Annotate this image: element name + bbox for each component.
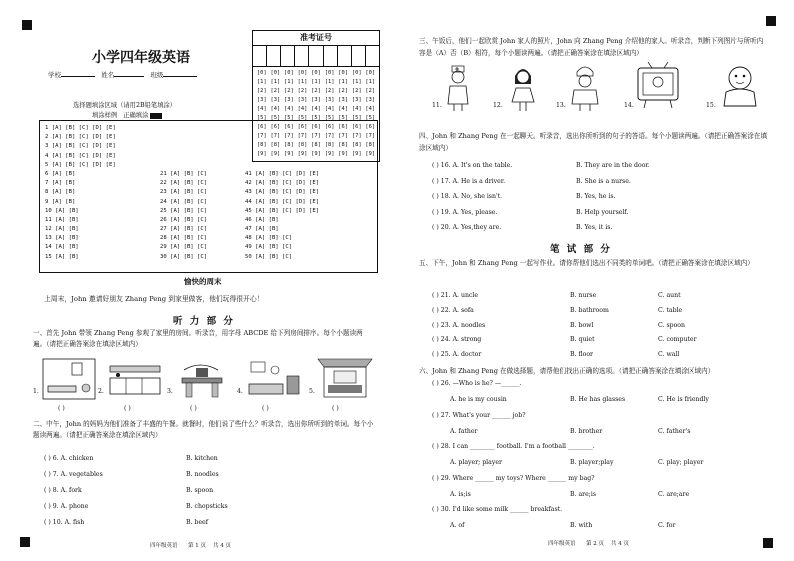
answer-bubble-group[interactable]: 25 [A] [B] [C]	[160, 207, 208, 214]
answer-bubble-group[interactable]: 21 [A] [B] [C]	[160, 170, 208, 177]
exam-digit-bubble[interactable]: [4]	[311, 106, 321, 112]
room-kitchen-icon	[106, 360, 166, 398]
answer-bubble-group[interactable]: 42 [A] [B] [C] [D] [E]	[245, 180, 320, 187]
q5-option-b[interactable]: B. floor	[570, 351, 594, 359]
room-living-icon	[245, 358, 303, 400]
exam-digit-bubble[interactable]: [8]	[297, 142, 308, 148]
q4-option-b[interactable]: B. She is a nurse.	[576, 177, 631, 185]
answer-bubble-group[interactable]: 8 [A] [B]	[45, 189, 76, 196]
exam-digit-bubble[interactable]: [8]	[338, 142, 349, 148]
exam-digit-bubble[interactable]: [9]	[270, 151, 281, 157]
exam-digit-bubble[interactable]: [6]	[297, 124, 308, 130]
exam-digit-bubble[interactable]: [8]	[256, 142, 267, 148]
exam-digit-bubble[interactable]: [3]	[256, 97, 267, 103]
room-answer-5[interactable]: ( )	[332, 405, 339, 412]
exam-digit-bubble[interactable]: [3]	[297, 97, 308, 103]
answer-bubble-group[interactable]: 48 [A] [B] [C]	[245, 235, 293, 242]
q1-text: 一、首先 John 带领 Zhang Peng 参观了家里的房间。听录音，用字母 ABCDE 给下列房间排序。每个小题读两遍。（请把正确答案涂在填涂区域内）	[33, 329, 363, 348]
q6-option-c[interactable]: C. play; player	[658, 459, 704, 466]
corner-mark-tr	[766, 16, 776, 26]
q4-option-b[interactable]: B. They are in the door.	[576, 162, 650, 169]
corner-mark-tl	[22, 20, 32, 30]
exam-digit-bubble[interactable]: [5]	[324, 115, 335, 121]
exam-digit-bubble[interactable]: [3]	[365, 97, 376, 103]
q2-option-a[interactable]: ( ) 10. A. fish	[44, 519, 85, 526]
exam-digit-bubble[interactable]: [9]	[284, 151, 294, 157]
exam-digit-bubble[interactable]: [3]	[311, 97, 321, 103]
answer-bubble-group[interactable]: 45 [A] [B] [C] [D] [E]	[245, 207, 320, 214]
q6-question: ( ) 27. What's your ______ job?	[432, 411, 526, 419]
answer-bubble-group[interactable]: 28 [A] [B] [C]	[160, 235, 208, 242]
corner-mark-bl	[20, 537, 30, 547]
exam-digit-bubble[interactable]: [9]	[311, 151, 321, 157]
exam-digit-bubble[interactable]: [2]	[338, 88, 349, 94]
school-field[interactable]	[61, 76, 95, 77]
exam-digit-bubble[interactable]: [6]	[270, 124, 281, 130]
q6-question: ( ) 29. Where ______ my toys? Where ______ my bag?	[432, 474, 595, 482]
exam-digit-bubble[interactable]: [4]	[338, 106, 349, 112]
answer-bubble-group[interactable]: 29 [A] [B] [C]	[160, 244, 208, 251]
exam-digit-bubble[interactable]: [4]	[351, 106, 362, 112]
q6-text: 六、John 和 Zhang Peng 在做选择题，请帮他们找出正确的选项。（请把正确答案涂在填涂区域内）	[419, 367, 715, 375]
q6-option-b[interactable]: B. He has glasses	[570, 396, 626, 403]
left-footer: 四年级英语 第 1 页 共 4 页	[150, 543, 231, 549]
exam-digit-bubble[interactable]: [0]	[311, 70, 321, 76]
answer-bubble-group[interactable]: 26 [A] [B] [C]	[160, 216, 208, 223]
exam-digit-bubble[interactable]: [3]	[284, 97, 294, 103]
exam-digit-bubble[interactable]: [5]	[351, 115, 362, 121]
q6-option-a[interactable]: A. of	[450, 522, 465, 529]
q5-option-b[interactable]: B. quiet	[570, 336, 595, 344]
exam-digit-bubble[interactable]: [9]	[324, 151, 335, 157]
q2-option-b[interactable]: B. noodles	[186, 471, 219, 478]
exam-digit-bubble[interactable]: [1]	[324, 79, 335, 85]
exam-digit-bubble[interactable]: [5]	[270, 115, 281, 121]
school-label: 学校	[48, 71, 61, 79]
answer-bubble-group[interactable]: 3 [A] [B] [C] [D] [E]	[45, 143, 116, 150]
exam-digit-bubble[interactable]: [9]	[351, 151, 362, 157]
class-label: 班级	[150, 71, 164, 79]
q6-option-a[interactable]: A. father	[450, 427, 478, 435]
room-answer-3[interactable]: ( )	[190, 405, 197, 412]
exam-digit-bubble[interactable]: [6]	[351, 124, 362, 130]
answer-bubble-group[interactable]: 47 [A] [B]	[245, 226, 279, 233]
room-answer-2[interactable]: ( )	[124, 405, 131, 412]
exam-digit-bubble[interactable]: [1]	[338, 79, 349, 85]
sample-filled-box	[150, 113, 162, 119]
exam-digit-bubble[interactable]: [5]	[297, 115, 308, 121]
q6-option-a[interactable]: A. player; player	[450, 459, 502, 466]
exam-digit-bubble[interactable]: [0]	[351, 70, 362, 76]
written-header: 笔 试 部 分	[550, 244, 612, 255]
q6-option-c[interactable]: C. father's	[658, 427, 691, 435]
room-study-icon	[174, 360, 228, 400]
exam-digit-bubble[interactable]: [6]	[338, 124, 349, 130]
q2-option-b[interactable]: B. spoon	[186, 487, 214, 494]
exam-digit-bubble[interactable]: [6]	[365, 124, 376, 130]
answer-bubble-group[interactable]: 12 [A] [B]	[45, 226, 79, 233]
answer-bubble-group[interactable]: 44 [A] [B] [C] [D] [E]	[245, 198, 320, 205]
exam-digit-bubble[interactable]: [5]	[311, 115, 321, 121]
q4-option-a[interactable]: ( ) 18. A. No, she isn't.	[432, 193, 503, 200]
answer-bubble-group[interactable]: 2 [A] [B] [C] [D] [E]	[45, 134, 116, 141]
answer-bubble-group[interactable]: 15 [A] [B]	[45, 253, 79, 260]
q2-option-a[interactable]: ( ) 6. A. chicken	[44, 455, 94, 462]
room-answer-1[interactable]: ( )	[58, 405, 65, 412]
page-title: 小学四年级英语	[92, 50, 190, 66]
exam-digit-bubble[interactable]: [0]	[324, 70, 335, 76]
exam-digit-bubble[interactable]: [2]	[324, 88, 335, 94]
room-bathroom-icon	[42, 358, 96, 400]
q6-option-c[interactable]: C. are;are	[658, 490, 690, 498]
q4-option-a[interactable]: ( ) 17. A. He is a driver.	[432, 177, 506, 185]
exam-digit-bubble[interactable]: [7]	[365, 133, 376, 139]
exam-digit-bubble[interactable]: [2]	[311, 88, 321, 94]
q6-option-c[interactable]: C. He is friendly	[658, 396, 709, 403]
answer-bubble-group[interactable]: 13 [A] [B]	[45, 235, 79, 242]
answer-bubble-group[interactable]: 9 [A] [B]	[45, 198, 76, 205]
exam-digit-bubble[interactable]: [7]	[351, 133, 362, 139]
exam-digit-bubble[interactable]: [7]	[324, 133, 335, 139]
room-bedroom-icon	[316, 355, 374, 401]
exam-digit-bubble[interactable]: [9]	[338, 151, 349, 157]
exam-digit-bubble[interactable]: [7]	[270, 133, 281, 139]
q5-option-a[interactable]: ( ) 24. A. strong	[432, 336, 482, 344]
exam-digit-bubble[interactable]: [0]	[297, 70, 308, 76]
q2-option-b[interactable]: B. chopsticks	[186, 503, 228, 510]
exam-digit-bubble[interactable]: [4]	[284, 106, 294, 112]
answer-bubble-group[interactable]: 6 [A] [B]	[45, 170, 76, 177]
right-footer: 四年级英语 第 2 页 共 4 页	[548, 541, 629, 547]
answer-bubble-group[interactable]: 43 [A] [B] [C] [D] [E]	[245, 189, 320, 196]
answer-bubble-group[interactable]: 4 [A] [B] [C] [D] [E]	[45, 152, 116, 159]
listening-header: 听 力 部 分	[173, 316, 235, 327]
exam-digit-bubble[interactable]: [1]	[311, 79, 321, 85]
q5-option-b[interactable]: B. bathroom	[570, 306, 609, 314]
room-answer-4[interactable]: ( )	[262, 405, 269, 412]
exam-number-header: 准考证号	[253, 31, 379, 46]
q5-option-b[interactable]: B. nurse	[570, 292, 597, 299]
q5-option-c[interactable]: C. computer	[658, 336, 697, 344]
exam-digit-bubble[interactable]: [4]	[256, 106, 267, 112]
q6-option-a[interactable]: A. he is my cousin	[450, 396, 507, 403]
fill-instruction: 选择题填涂区域（请用2B铅笔填涂）	[73, 102, 177, 109]
q5-option-c[interactable]: C. table	[658, 306, 683, 314]
q6-question: ( ) 26. —Who is he? —______.	[432, 380, 522, 387]
exam-digit-bubble[interactable]: [8]	[284, 142, 294, 148]
exam-digit-bubble[interactable]: [1]	[284, 79, 294, 85]
exam-digit-bubble[interactable]: [2]	[351, 88, 362, 94]
fill-sample: 填涂样例 正确填涂	[92, 112, 162, 120]
q4-option-b[interactable]: B. Yes, he is.	[576, 193, 616, 200]
answer-bubble-group[interactable]: 27 [A] [B] [C]	[160, 226, 208, 233]
q6-option-b[interactable]: B. with	[570, 522, 593, 529]
exam-digit-bubble[interactable]: [1]	[365, 79, 376, 85]
intro-text: 上周末，John 邀请好朋友 Zhang Peng 到家里做客，他们玩得很开心！	[44, 295, 264, 303]
exam-digit-bubble[interactable]: [8]	[270, 142, 281, 148]
exam-digit-bubble[interactable]: [2]	[284, 88, 294, 94]
answer-grid	[39, 120, 378, 273]
answer-bubble-group[interactable]: 14 [A] [B]	[45, 244, 79, 251]
baby-icon	[718, 62, 762, 110]
exam-digit-bubble[interactable]: [5]	[284, 115, 294, 121]
exam-digit-bubble[interactable]: [5]	[338, 115, 349, 121]
exam-digit-bubble[interactable]: [6]	[284, 124, 294, 130]
exam-digit-bubble[interactable]: [4]	[324, 106, 335, 112]
exam-digit-bubble[interactable]: [6]	[311, 124, 321, 130]
q2-option-b[interactable]: B. beef	[186, 519, 209, 526]
exam-digit-bubble[interactable]: [7]	[256, 133, 267, 139]
q6-option-b[interactable]: B. brother	[570, 427, 603, 435]
exam-digit-bubble[interactable]: [8]	[365, 142, 376, 148]
q2-text: 二、中午，John 的妈妈为他们准备了丰盛的午餐。就餐时，他们说了些什么？听录音，选出你所听到的单词。每个小题读两遍。（请把正确答案涂在填涂区域内）	[33, 420, 374, 439]
answer-bubble-group[interactable]: 1 [A] [B] [C] [D] [E]	[45, 125, 116, 131]
q5-option-a[interactable]: ( ) 22. A. sofa	[432, 306, 474, 314]
q3-text: 三、午饭后，他们一起欣赏 John 家人的照片，John 向 Zhang Peng 介绍他的家人。听录音，判断下列图片与所听内容是（A）否（B）相符，每个小题读两遍。（请把正确答案涂在填涂区域内）	[419, 37, 764, 57]
q6-option-b[interactable]: B. player;play	[570, 459, 614, 466]
exam-digit-bubble[interactable]: [0]	[365, 70, 376, 76]
q5-option-a[interactable]: ( ) 23. A. noodles	[432, 321, 486, 329]
exam-digit-bubble[interactable]: [1]	[351, 79, 362, 85]
answer-bubble-group[interactable]: 30 [A] [B] [C]	[160, 253, 208, 260]
q4-option-a[interactable]: ( ) 20. A. Yes,they are.	[432, 224, 502, 231]
q6-option-a[interactable]: A. is;is	[450, 490, 471, 498]
student-info	[48, 71, 197, 79]
exam-digit-bubble[interactable]: [6]	[256, 124, 267, 130]
q2-option-a[interactable]: ( ) 7. A. vegetables	[44, 471, 103, 478]
exam-digit-bubble[interactable]: [9]	[365, 151, 376, 157]
q2-option-b[interactable]: B. kitchen	[186, 455, 218, 462]
q6-question: ( ) 30. I'd like some milk ______ breakfast.	[432, 506, 563, 513]
exam-digit-bubble[interactable]: [5]	[365, 115, 376, 121]
class-field[interactable]	[163, 76, 197, 77]
answer-bubble-group[interactable]: 41 [A] [B] [C] [D] [E]	[245, 170, 320, 177]
exam-digit-bubble[interactable]: [4]	[297, 106, 308, 112]
exam-digit-bubble[interactable]: [2]	[365, 88, 376, 94]
exam-digit-bubble[interactable]: [4]	[365, 106, 376, 112]
name-field[interactable]	[114, 76, 144, 77]
q5-option-c[interactable]: C. spoon	[658, 321, 686, 329]
answer-bubble-group[interactable]: 7 [A] [B]	[45, 180, 76, 187]
answer-bubble-group[interactable]: 23 [A] [B] [C]	[160, 189, 208, 196]
weekend-title: 愉快的周末	[184, 277, 222, 286]
exam-digit-bubble[interactable]: [0]	[270, 70, 281, 76]
q4-option-a[interactable]: ( ) 19. A. Yes, please.	[432, 208, 498, 216]
exam-digit-bubble[interactable]: [8]	[311, 142, 321, 148]
exam-digit-bubble[interactable]: [3]	[338, 97, 349, 103]
exam-digit-bubble[interactable]: [4]	[270, 106, 281, 112]
q6-question: ( ) 28. I can ________ football. I'm a football ________.	[432, 443, 595, 450]
q5-option-c[interactable]: C. wall	[658, 351, 680, 359]
q6-option-b[interactable]: B. are;is	[570, 490, 597, 498]
exam-digit-bubble[interactable]: [3]	[270, 97, 281, 103]
exam-digit-bubble[interactable]: [6]	[324, 124, 335, 130]
exam-digit-bubble[interactable]: [7]	[311, 133, 321, 139]
answer-bubble-group[interactable]: 49 [A] [B] [C]	[245, 244, 293, 251]
exam-digit-bubble[interactable]: [2]	[256, 88, 267, 94]
answer-bubble-group[interactable]: 22 [A] [B] [C]	[160, 180, 208, 187]
answer-bubble-group[interactable]: 11 [A] [B]	[45, 216, 79, 223]
exam-digit-bubble[interactable]: [2]	[297, 88, 308, 94]
answer-bubble-group[interactable]: 50 [A] [B] [C]	[245, 253, 293, 260]
q6-option-c[interactable]: C. for	[658, 522, 676, 529]
q5-option-b[interactable]: B. bowl	[570, 321, 594, 329]
tv-icon	[636, 62, 680, 110]
exam-digit-bubble[interactable]: [3]	[351, 97, 362, 103]
exam-digit-bubble[interactable]: [9]	[256, 151, 267, 157]
answer-bubble-group[interactable]: 24 [A] [B] [C]	[160, 198, 208, 205]
q4-option-b[interactable]: B. Help yourself.	[576, 208, 629, 216]
exam-digit-bubble[interactable]: [8]	[351, 142, 362, 148]
exam-digit-bubble[interactable]: [1]	[270, 79, 281, 85]
exam-digit-bubble[interactable]: [0]	[284, 70, 294, 76]
corner-mark-br	[763, 538, 773, 548]
girl-icon	[508, 64, 538, 112]
exam-digit-bubble[interactable]: [1]	[297, 79, 308, 85]
exam-digit-bubble[interactable]: [2]	[270, 88, 281, 94]
exam-digit-bubble[interactable]: [3]	[324, 97, 335, 103]
exam-digit-bubble[interactable]: [9]	[297, 151, 308, 157]
q2-option-a[interactable]: ( ) 8. A. fork	[44, 487, 82, 494]
q5-option-a[interactable]: ( ) 25. A. doctor	[432, 351, 482, 359]
exam-digit-bubble[interactable]: [0]	[338, 70, 349, 76]
exam-digit-bubble[interactable]: [7]	[297, 133, 308, 139]
q2-option-a[interactable]: ( ) 9. A. phone	[44, 503, 89, 510]
cook-icon	[568, 64, 602, 112]
q5-option-c[interactable]: C. aunt	[658, 292, 681, 299]
q5-option-a[interactable]: ( ) 21. A. uncle	[432, 292, 479, 299]
q4-option-b[interactable]: B. Yes, it is.	[576, 224, 613, 231]
exam-digit-bubble[interactable]: [7]	[284, 133, 294, 139]
q4-text: 四、John 和 Zhang Peng 在一起聊天。听录音，选出你所听到的句子的答语。每个小题读两遍。（请把正确答案涂在填涂区域内）	[419, 132, 768, 152]
answer-bubble-group[interactable]: 46 [A] [B]	[245, 216, 279, 223]
name-label: 姓名	[101, 71, 115, 79]
exam-digit-bubble[interactable]: [8]	[324, 142, 335, 148]
answer-bubble-group[interactable]: 5 [A] [B] [C] [D] [E]	[45, 161, 116, 168]
exam-digit-bubble[interactable]: [1]	[256, 79, 267, 85]
q5-text: 五、下午，John 和 Zhang Peng 一起写作业。请你帮他们选出不同类的单词吧。（请把正确答案涂在填涂区域内）	[419, 259, 754, 267]
exam-digit-bubble[interactable]: [0]	[256, 70, 267, 76]
answer-bubble-group[interactable]: 10 [A] [B]	[45, 207, 79, 214]
exam-digit-bubble[interactable]: [5]	[256, 115, 267, 121]
exam-digit-bubble[interactable]: [7]	[338, 133, 349, 139]
nurse-icon	[444, 64, 472, 112]
q4-option-a[interactable]: ( ) 16. A. It's on the table.	[432, 162, 513, 169]
